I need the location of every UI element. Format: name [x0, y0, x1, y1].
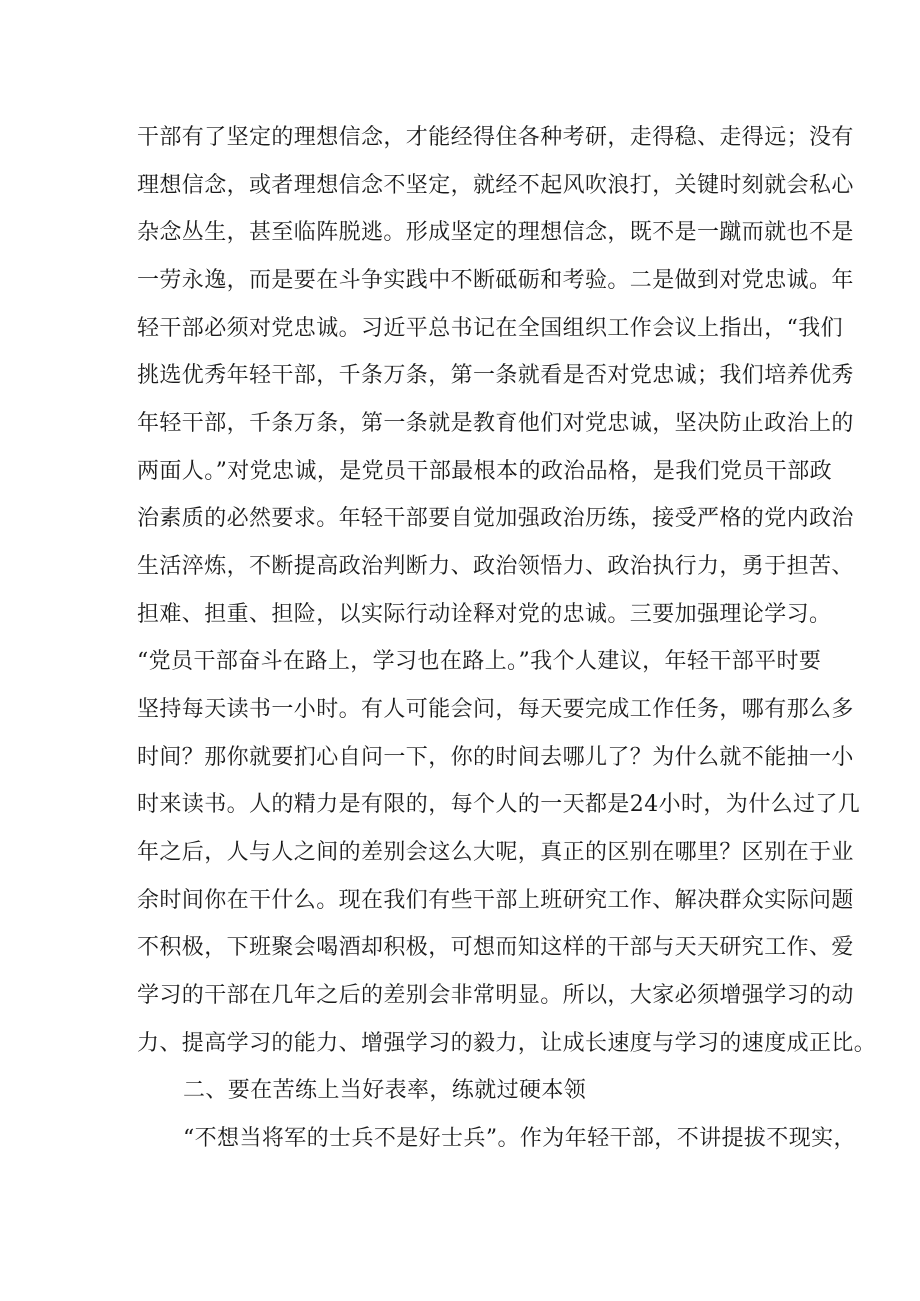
- body-text-line: 治素质的必然要求。年轻干部要自觉加强政治历练，接受严格的党内政治: [137, 506, 854, 531]
- body-text-line: 挑选优秀年轻干部，千条万条，第一条就看是否对党忠诚；我们培养优秀: [137, 363, 854, 388]
- body-text-line: 不积极，下班聚会喝酒却积极，可想而知这样的干部与天天研究工作、爱: [137, 935, 854, 960]
- body-text-line: 轻干部必须对党忠诚。习近平总书记在全国组织工作会议上指出，“我们: [137, 316, 844, 341]
- body-text-line: 时来读书。人的精力是有限的，每个人的一天都是24小时，为什么过了几: [137, 792, 861, 817]
- body-text-line: 一劳永逸，而是要在斗争实践中不断砥砺和考验。二是做到对党忠诚。年: [137, 268, 854, 293]
- section-heading: 二、要在苦练上当好表率，练就过硬本领: [183, 1078, 587, 1103]
- body-text-line: 理想信念，或者理想信念不坚定，就经不起风吹浪打，关键时刻就会私心: [137, 173, 854, 198]
- body-text-line: 年轻干部，千条万条，第一条就是教育他们对党忠诚，坚决防止政治上的: [137, 411, 854, 436]
- body-text-line: 时间？那你就要扪心自问一下，你的时间去哪儿了？为什么就不能抽一小: [137, 745, 854, 770]
- body-text-line: “不想当将军的士兵不是好士兵”。作为年轻干部，不讲提拔不现实，: [183, 1126, 856, 1151]
- body-text-line: 坚持每天读书一小时。有人可能会问，每天要完成工作任务，哪有那么多: [137, 697, 854, 722]
- body-text-line: 担难、担重、担险，以实际行动诠释对党的忠诚。三要加强理论学习。: [137, 602, 832, 627]
- body-text-line: 两面人。”对党忠诚，是党员干部最根本的政治品格，是我们党员干部政: [137, 459, 833, 484]
- body-text-line: 杂念丛生，甚至临阵脱逃。形成坚定的理想信念，既不是一蹴而就也不是: [137, 220, 854, 245]
- body-text-line: 干部有了坚定的理想信念，才能经得住各种考研，走得稳、走得远；没有: [137, 125, 854, 150]
- body-text-line: 学习的干部在几年之后的差别会非常明显。所以，大家必须增强学习的动: [137, 983, 854, 1008]
- body-text-line: 年之后，人与人之间的差别会这么大呢，真正的区别在哪里？区别在于业: [137, 840, 854, 865]
- body-text-line: 余时间你在干什么。现在我们有些干部上班研究工作、解决群众实际问题: [137, 888, 854, 913]
- body-text-line: 生活淬炼，不断提高政治判断力、政治领悟力、政治执行力，勇于担苦、: [137, 554, 854, 579]
- body-text-line: 力、提高学习的能力、增强学习的毅力，让成长速度与学习的速度成正比。: [137, 1031, 877, 1056]
- body-text-line: “党员干部奋斗在路上，学习也在路上。”我个人建议，年轻干部平时要: [137, 649, 822, 674]
